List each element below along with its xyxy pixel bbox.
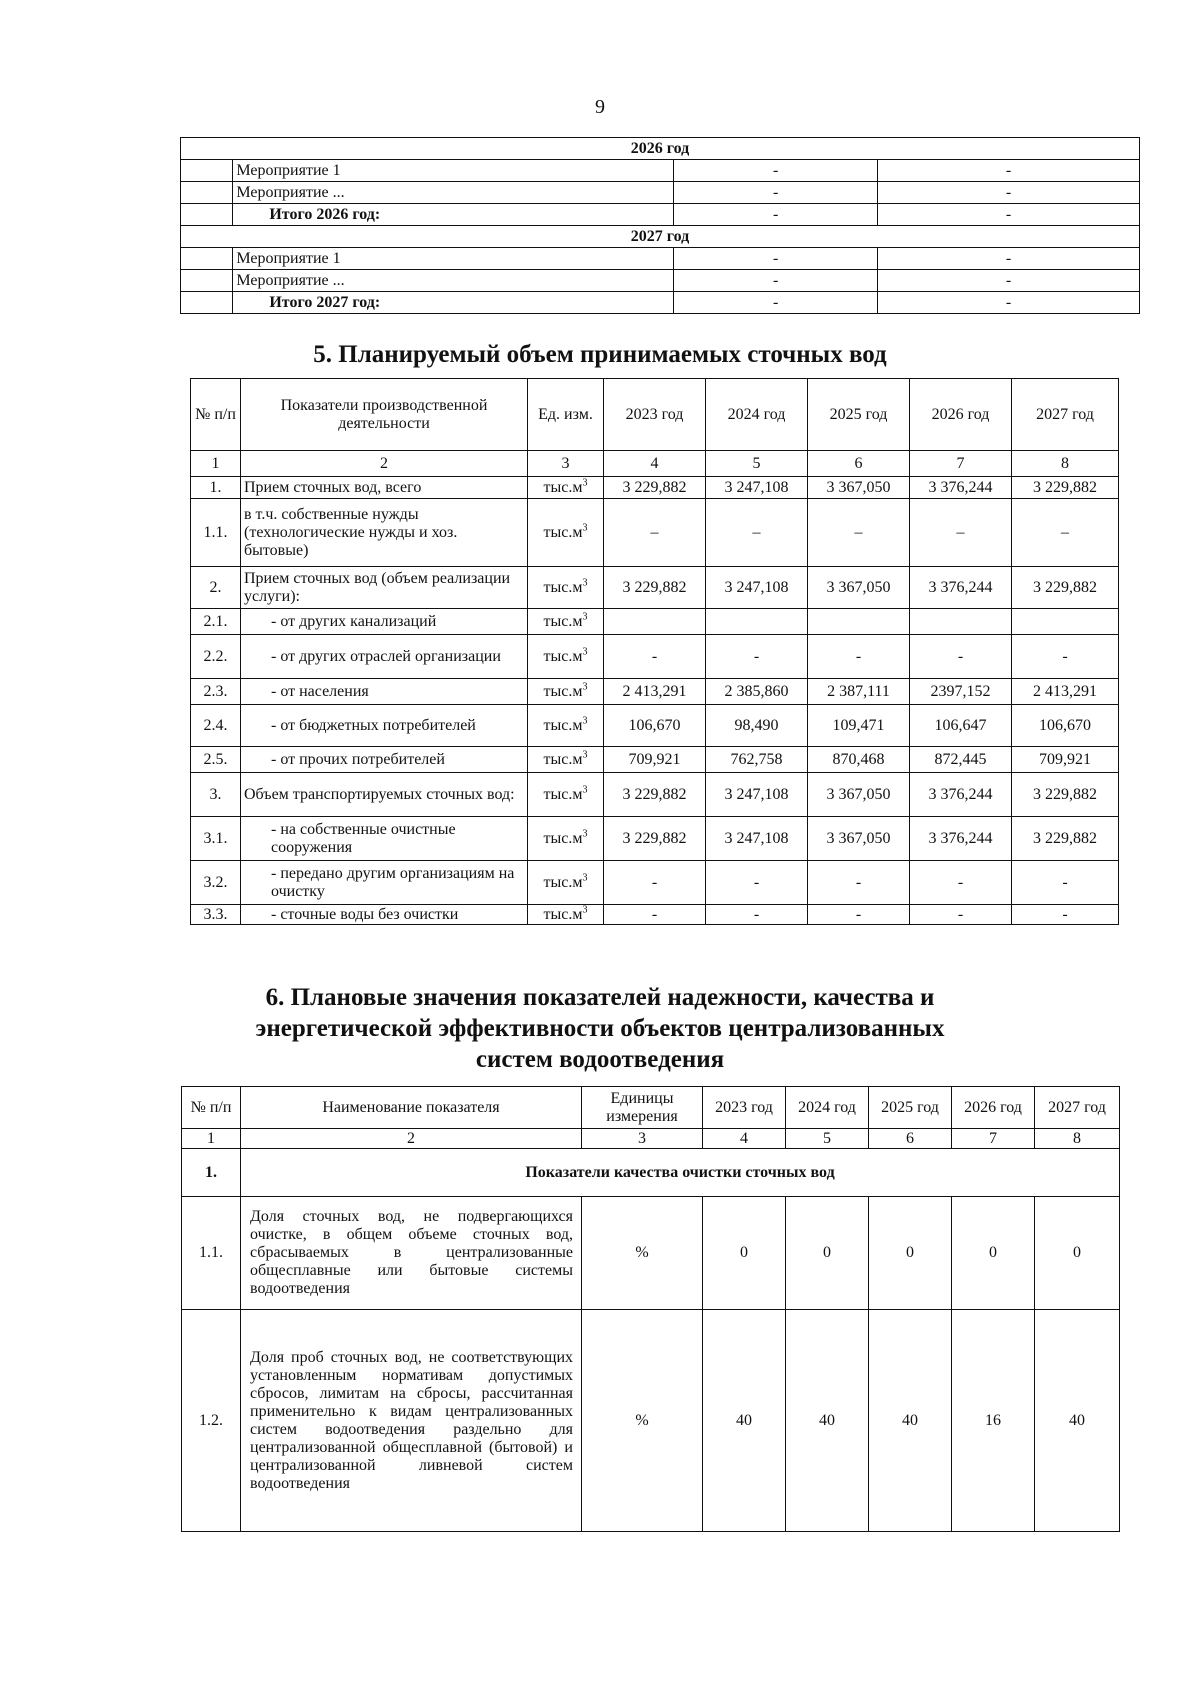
unit bbox=[528, 773, 604, 817]
value: 106,670 bbox=[1012, 705, 1119, 747]
event-value: - bbox=[674, 248, 878, 270]
col-number: 4 bbox=[604, 451, 706, 477]
value: - bbox=[910, 635, 1012, 679]
table-row bbox=[182, 1197, 1120, 1310]
row-num: 2.3. bbox=[191, 679, 241, 705]
unit-base: тыс.м bbox=[543, 750, 583, 768]
unit-exponent: 3 bbox=[582, 577, 588, 589]
event-value: - bbox=[878, 270, 1140, 292]
value: 98,490 bbox=[706, 705, 808, 747]
unit-exponent: 3 bbox=[582, 646, 588, 658]
unit-exponent: 3 bbox=[582, 611, 588, 623]
wastewater-volume-table bbox=[190, 378, 1119, 925]
unit bbox=[528, 747, 604, 773]
value: 3 367,050 bbox=[808, 477, 910, 499]
section-5-title: 5. Планируемый объем принимаемых сточных вод bbox=[313, 341, 887, 368]
value: 3 229,882 bbox=[604, 567, 706, 609]
value: - bbox=[706, 905, 808, 925]
value: 3 247,108 bbox=[706, 477, 808, 499]
unit-base: тыс.м bbox=[543, 905, 583, 923]
unit-base: тыс.м bbox=[543, 478, 583, 496]
unit bbox=[528, 817, 604, 861]
value: 3 376,244 bbox=[910, 773, 1012, 817]
section-6-title-line: энергетической эффективности объектов централизованных bbox=[255, 1015, 945, 1042]
value: 3 229,882 bbox=[1012, 477, 1119, 499]
page-number: 9 bbox=[595, 96, 605, 118]
event-name: Мероприятие 1 bbox=[233, 160, 674, 182]
value: 0 bbox=[1035, 1197, 1120, 1310]
indicator-name: - на собственные очистные сооружения bbox=[241, 817, 528, 861]
section-heading: Показатели качества очистки сточных вод bbox=[241, 1149, 1120, 1197]
value: 3 376,244 bbox=[910, 567, 1012, 609]
value: 870,468 bbox=[808, 747, 910, 773]
unit: % bbox=[582, 1197, 703, 1310]
table-row bbox=[191, 861, 1119, 905]
header-row bbox=[182, 1087, 1120, 1129]
value: 3 376,244 bbox=[910, 477, 1012, 499]
section-num: 1. bbox=[182, 1149, 241, 1197]
row-num: 1.1. bbox=[191, 499, 241, 567]
value: 106,670 bbox=[604, 705, 706, 747]
value: – bbox=[910, 499, 1012, 567]
col-number: 4 bbox=[703, 1129, 786, 1149]
unit bbox=[528, 679, 604, 705]
unit-exponent: 3 bbox=[582, 715, 588, 727]
year-header-row bbox=[181, 138, 1140, 160]
value bbox=[706, 609, 808, 635]
unit-exponent: 3 bbox=[582, 681, 588, 693]
value: 3 247,108 bbox=[706, 817, 808, 861]
table-row bbox=[182, 1310, 1120, 1532]
header-year: 2024 год bbox=[786, 1087, 869, 1129]
value: 3 229,882 bbox=[604, 817, 706, 861]
unit bbox=[528, 609, 604, 635]
col-number: 2 bbox=[241, 1129, 582, 1149]
header-indicator: Показатели производственной деятельности bbox=[241, 379, 528, 451]
value: - bbox=[808, 861, 910, 905]
header-year: 2023 год bbox=[703, 1087, 786, 1129]
section-6-title-line: 6. Плановые значения показателей надежности, качества и bbox=[265, 984, 935, 1011]
total-value: - bbox=[878, 292, 1140, 314]
value: - bbox=[706, 861, 808, 905]
header-year: 2026 год bbox=[952, 1087, 1035, 1129]
table-row bbox=[191, 635, 1119, 679]
unit-base: тыс.м bbox=[543, 578, 583, 596]
value: - bbox=[1012, 861, 1119, 905]
value: 0 bbox=[869, 1197, 952, 1310]
total-label: Итого 2026 год: bbox=[233, 204, 674, 226]
unit bbox=[528, 861, 604, 905]
event-name: Мероприятие ... bbox=[233, 182, 674, 204]
value: - bbox=[706, 635, 808, 679]
row-num: 3.2. bbox=[191, 861, 241, 905]
col-number: 8 bbox=[1035, 1129, 1120, 1149]
unit-exponent: 3 bbox=[582, 784, 588, 796]
indicator-name: - от прочих потребителей bbox=[241, 747, 528, 773]
header-unit: Ед. изм. bbox=[528, 379, 604, 451]
year-header-row bbox=[181, 226, 1140, 248]
row-num: 3.3. bbox=[191, 905, 241, 925]
value: 16 bbox=[952, 1310, 1035, 1532]
value: 0 bbox=[952, 1197, 1035, 1310]
value: - bbox=[910, 861, 1012, 905]
unit-exponent: 3 bbox=[582, 522, 588, 534]
table-row bbox=[191, 567, 1119, 609]
indicator-name: - от населения bbox=[241, 679, 528, 705]
indicator-name: - от других канализаций bbox=[241, 609, 528, 635]
value: 3 367,050 bbox=[808, 773, 910, 817]
header-year: 2027 год bbox=[1035, 1087, 1120, 1129]
unit-base: тыс.м bbox=[543, 829, 583, 847]
header-year: 2024 год bbox=[706, 379, 808, 451]
value bbox=[1012, 609, 1119, 635]
col-number: 8 bbox=[1012, 451, 1119, 477]
col-number: 3 bbox=[582, 1129, 703, 1149]
unit bbox=[528, 499, 604, 567]
value: – bbox=[1012, 499, 1119, 567]
unit bbox=[528, 477, 604, 499]
indicator-name: - передано другим организациям на очистку bbox=[241, 861, 528, 905]
indicator-name: - от других отраслей организации bbox=[241, 635, 528, 679]
total-value: - bbox=[878, 204, 1140, 226]
col-number: 1 bbox=[182, 1129, 241, 1149]
row-num: 2.5. bbox=[191, 747, 241, 773]
value: – bbox=[604, 499, 706, 567]
unit-exponent: 3 bbox=[582, 828, 588, 840]
header-year: 2025 год bbox=[869, 1087, 952, 1129]
header-unit: Единицы измерения bbox=[582, 1087, 703, 1129]
table-row bbox=[191, 609, 1119, 635]
col-number: 2 bbox=[241, 451, 528, 477]
value bbox=[808, 609, 910, 635]
value: 40 bbox=[786, 1310, 869, 1532]
value: 106,647 bbox=[910, 705, 1012, 747]
value: 2 413,291 bbox=[604, 679, 706, 705]
value: 3 247,108 bbox=[706, 773, 808, 817]
unit-exponent: 3 bbox=[582, 904, 588, 916]
value: - bbox=[1012, 635, 1119, 679]
col-number: 7 bbox=[910, 451, 1012, 477]
unit-exponent: 3 bbox=[582, 872, 588, 884]
table-row bbox=[191, 773, 1119, 817]
indicator-name: Доля сточных вод, не подвергающихся очистке, в общем объеме сточных вод, сбрасываемых в централизованные общесплавные или бытовые системы водоотведения bbox=[241, 1197, 582, 1310]
table-row bbox=[191, 477, 1119, 499]
column-number-row bbox=[182, 1129, 1120, 1149]
row-num: 3.1. bbox=[191, 817, 241, 861]
unit bbox=[528, 705, 604, 747]
total-row bbox=[181, 204, 1140, 226]
value: – bbox=[808, 499, 910, 567]
value: - bbox=[604, 635, 706, 679]
indicator-name: Прием сточных вод (объем реализации услуги): bbox=[241, 567, 528, 609]
event-value: - bbox=[878, 182, 1140, 204]
row-num: 1.1. bbox=[182, 1197, 241, 1310]
value: 3 247,108 bbox=[706, 567, 808, 609]
value: - bbox=[1012, 905, 1119, 925]
indicator-name: Прием сточных вод, всего bbox=[241, 477, 528, 499]
value: 709,921 bbox=[604, 747, 706, 773]
total-value: - bbox=[674, 204, 878, 226]
row-num: 2.2. bbox=[191, 635, 241, 679]
col-number: 1 bbox=[191, 451, 241, 477]
value: 3 376,244 bbox=[910, 817, 1012, 861]
value: - bbox=[808, 905, 910, 925]
value: 40 bbox=[869, 1310, 952, 1532]
event-value: - bbox=[674, 182, 878, 204]
unit bbox=[528, 905, 604, 925]
event-value: - bbox=[878, 160, 1140, 182]
table-row bbox=[191, 705, 1119, 747]
value: - bbox=[604, 905, 706, 925]
value: - bbox=[604, 861, 706, 905]
value: 0 bbox=[703, 1197, 786, 1310]
unit-base: тыс.м bbox=[543, 612, 583, 630]
header-year: 2025 год bbox=[808, 379, 910, 451]
value: 3 229,882 bbox=[604, 773, 706, 817]
value: 3 229,882 bbox=[1012, 773, 1119, 817]
unit-base: тыс.м bbox=[543, 785, 583, 803]
indicator-name: Объем транспортируемых сточных вод: bbox=[241, 773, 528, 817]
quality-indicators-table bbox=[181, 1086, 1120, 1532]
section-6-title-line: систем водоотведения bbox=[475, 1046, 725, 1073]
event-value: - bbox=[674, 160, 878, 182]
col-number: 6 bbox=[808, 451, 910, 477]
unit-exponent: 3 bbox=[582, 477, 588, 489]
total-value: - bbox=[674, 292, 878, 314]
header-year: 2026 год bbox=[910, 379, 1012, 451]
header-row bbox=[191, 379, 1119, 451]
table-row bbox=[191, 499, 1119, 567]
value: 109,471 bbox=[808, 705, 910, 747]
col-number: 7 bbox=[952, 1129, 1035, 1149]
unit bbox=[528, 567, 604, 609]
value bbox=[604, 609, 706, 635]
row-num: 3. bbox=[191, 773, 241, 817]
header-num: № п/п bbox=[191, 379, 241, 451]
table-row bbox=[191, 905, 1119, 925]
value: 2 385,860 bbox=[706, 679, 808, 705]
indicator-name: в т.ч. собственные нужды (технологические нужды и хоз. бытовые) bbox=[241, 499, 528, 567]
header-name: Наименование показателя bbox=[241, 1087, 582, 1129]
row-num: 2. bbox=[191, 567, 241, 609]
table-row bbox=[191, 817, 1119, 861]
indicator-name: - сточные воды без очистки bbox=[241, 905, 528, 925]
value bbox=[910, 609, 1012, 635]
col-number: 3 bbox=[528, 451, 604, 477]
value: - bbox=[808, 635, 910, 679]
value: 40 bbox=[703, 1310, 786, 1532]
unit: % bbox=[582, 1310, 703, 1532]
indicator-name: - от бюджетных потребителей bbox=[241, 705, 528, 747]
indicator-name: Доля проб сточных вод, не соответствующих установленным нормативам допустимых сбросов, лимитам на сбросы, рассчитанная применительно к видам централизованных систем водоотведения раздельно для централизованной общесплавной (бытовой) и централизованной ливневой систем водоотведения bbox=[241, 1310, 582, 1532]
year-label: 2026 год bbox=[181, 138, 1140, 160]
unit-base: тыс.м bbox=[543, 716, 583, 734]
total-row bbox=[181, 292, 1140, 314]
total-label: Итого 2027 год: bbox=[233, 292, 674, 314]
unit-base: тыс.м bbox=[543, 873, 583, 891]
row-num: 1. bbox=[191, 477, 241, 499]
table-row bbox=[181, 160, 1140, 182]
value: 0 bbox=[786, 1197, 869, 1310]
value: 3 367,050 bbox=[808, 567, 910, 609]
event-value: - bbox=[674, 270, 878, 292]
unit-exponent: 3 bbox=[582, 749, 588, 761]
section-6-title bbox=[0, 982, 1200, 1075]
table-row bbox=[191, 747, 1119, 773]
value: 2397,152 bbox=[910, 679, 1012, 705]
value: 3 229,882 bbox=[1012, 817, 1119, 861]
value: 3 229,882 bbox=[604, 477, 706, 499]
unit-base: тыс.м bbox=[543, 647, 583, 665]
value: 2 413,291 bbox=[1012, 679, 1119, 705]
section-row bbox=[182, 1149, 1120, 1197]
table-row bbox=[181, 270, 1140, 292]
value: 40 bbox=[1035, 1310, 1120, 1532]
header-year: 2027 год bbox=[1012, 379, 1119, 451]
table-row bbox=[181, 248, 1140, 270]
year-label: 2027 год bbox=[181, 226, 1140, 248]
event-name: Мероприятие 1 bbox=[233, 248, 674, 270]
col-number: 5 bbox=[786, 1129, 869, 1149]
header-num: № п/п bbox=[182, 1087, 241, 1129]
value: 2 387,111 bbox=[808, 679, 910, 705]
column-number-row bbox=[191, 451, 1119, 477]
header-year: 2023 год bbox=[604, 379, 706, 451]
table-row bbox=[191, 679, 1119, 705]
unit bbox=[528, 635, 604, 679]
value: 762,758 bbox=[706, 747, 808, 773]
row-num: 2.1. bbox=[191, 609, 241, 635]
value: 3 229,882 bbox=[1012, 567, 1119, 609]
event-value: - bbox=[878, 248, 1140, 270]
row-num: 2.4. bbox=[191, 705, 241, 747]
event-name: Мероприятие ... bbox=[233, 270, 674, 292]
events-table bbox=[180, 137, 1140, 314]
col-number: 6 bbox=[869, 1129, 952, 1149]
col-number: 5 bbox=[706, 451, 808, 477]
value: – bbox=[706, 499, 808, 567]
row-num: 1.2. bbox=[182, 1310, 241, 1532]
value: 709,921 bbox=[1012, 747, 1119, 773]
value: 872,445 bbox=[910, 747, 1012, 773]
value: - bbox=[910, 905, 1012, 925]
table-row bbox=[181, 182, 1140, 204]
value: 3 367,050 bbox=[808, 817, 910, 861]
unit-base: тыс.м bbox=[543, 682, 583, 700]
unit-base: тыс.м bbox=[543, 523, 583, 541]
